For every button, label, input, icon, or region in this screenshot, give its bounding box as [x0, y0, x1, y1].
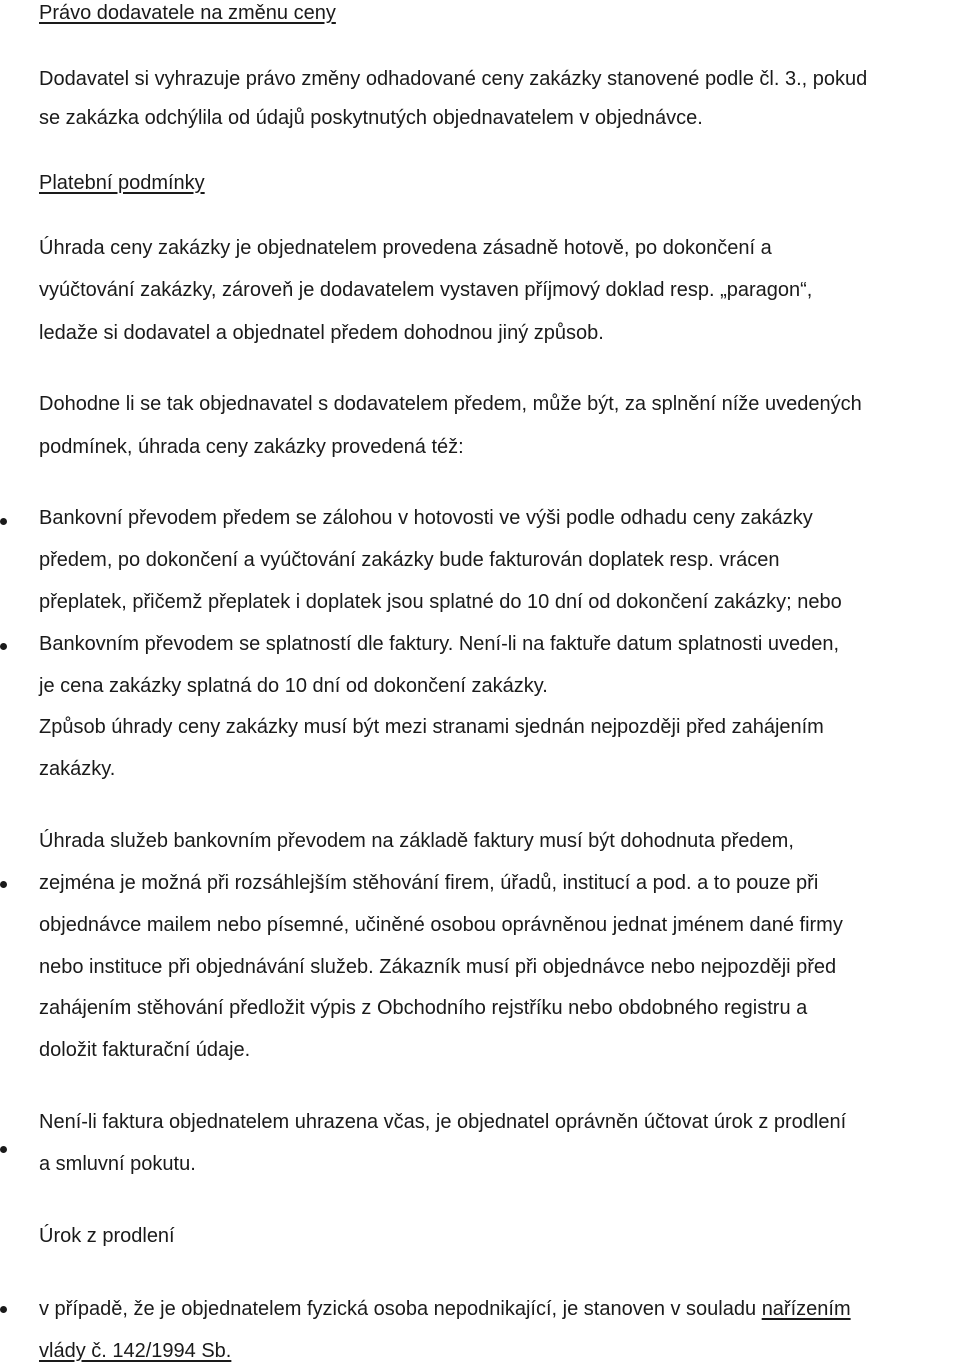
heading-late-interest: Úrok z prodlení	[39, 1225, 175, 1247]
list-item-line: přeplatek, přičemž přeplatek i doplatek jsou splatné do 10 dní od dokončení zakázky; nebo	[39, 591, 842, 613]
heading-price-change: Právo dodavatele na změnu ceny	[39, 2, 336, 24]
paragraph-line: ledaže si dodavatel a objednatel předem dohodnou jiný způsob.	[39, 322, 604, 344]
paragraph-line: Dodavatel si vyhrazuje právo změny odhadované ceny zakázky stanovené podle čl. 3., pokud	[39, 68, 868, 90]
list-item-line: předem, po dokončení a vyúčtování zakázky bude fakturován doplatek resp. vrácen	[39, 549, 780, 571]
list-item-line: nebo instituce při objednávání služeb. Zákazník musí při objednávce nebo nejpozději před	[39, 956, 837, 978]
regulation-link[interactable]: nařízením	[761, 1298, 851, 1320]
list-item-line: zejména je možná při rozsáhlejším stěhování firem, úřadů, institucí a pod. a to pouze při	[39, 872, 819, 894]
paragraph-line: podmínek, úhrada ceny zakázky provedená též:	[39, 436, 464, 458]
bullet-icon	[0, 643, 7, 650]
list-item-line: zahájením stěhování předložit výpis z Obchodního rejstříku nebo obdobného registru a	[39, 997, 808, 1019]
bullet-icon	[0, 1306, 7, 1313]
paragraph-line: Úhrada ceny zakázky je objednatelem provedena zásadně hotově, po dokončení a	[39, 237, 772, 259]
list-item-text: v případě, že je objednatelem fyzická osoba nepodnikající, je stanoven v souladu	[39, 1298, 762, 1320]
list-item-line: Bankovním převodem se splatností dle faktury. Není-li na faktuře datum splatnosti uveden,	[39, 633, 840, 655]
list-item-line: Není-li faktura objednatelem uhrazena včas, je objednatel oprávněn účtovat úrok z prodlení	[39, 1111, 847, 1133]
regulation-link[interactable]: vlády č. 142/1994 Sb.	[39, 1340, 232, 1362]
list-item-line	[39, 1296, 851, 1322]
list-item-line: Bankovní převodem předem se zálohou v hotovosti ve výši podle odhadu ceny zakázky	[39, 507, 813, 529]
paragraph-line: vyúčtování zakázky, zároveň je dodavatelem vystaven příjmový doklad resp. „paragon“,	[39, 279, 813, 301]
list-item-line: je cena zakázky splatná do 10 dní od dokončení zakázky.	[39, 675, 548, 697]
list-item-line: zakázky.	[39, 758, 116, 780]
list-item-line: doložit fakturační údaje.	[39, 1039, 251, 1061]
list-item-line: Způsob úhrady ceny zakázky musí být mezi stranami sjednán nejpozději před zahájením	[39, 716, 824, 738]
bullet-icon	[0, 518, 7, 525]
paragraph-line: Dohodne li se tak objednavatel s dodavatelem předem, může být, za splnění níže uvedených	[39, 393, 862, 415]
list-item-line: objednávce mailem nebo písemné, učiněné osobou oprávněnou jednat jménem dané firmy	[39, 914, 843, 936]
bullet-icon	[0, 1146, 7, 1153]
bullet-icon	[0, 881, 7, 888]
paragraph-line: se zakázka odchýlila od údajů poskytnutých objednavatelem v objednávce.	[39, 107, 703, 129]
heading-payment-terms: Platební podmínky	[39, 172, 205, 194]
list-item-line: a smluvní pokutu.	[39, 1153, 196, 1175]
list-item-line: Úhrada služeb bankovním převodem na základě faktury musí být dohodnuta předem,	[39, 830, 794, 852]
